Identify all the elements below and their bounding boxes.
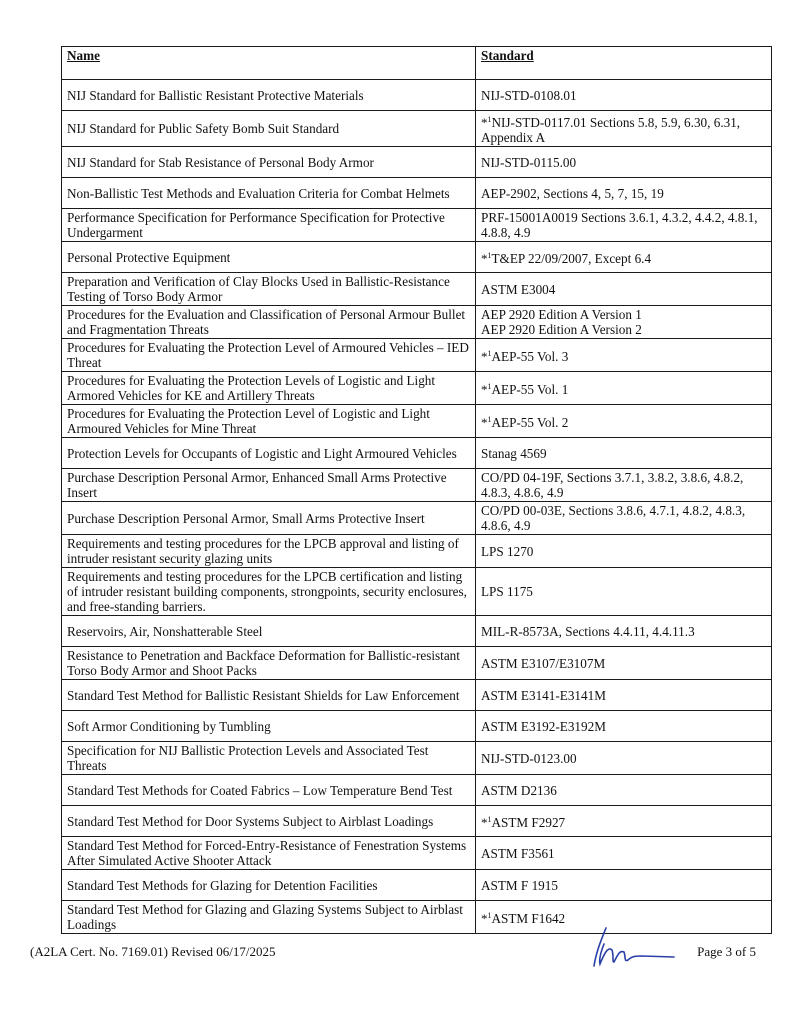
- standard-line: [481, 88, 765, 103]
- cell-standard: [476, 372, 772, 405]
- standard-line: [481, 112, 765, 145]
- table-row: [62, 306, 772, 339]
- standard-line: [481, 783, 765, 798]
- standard-text: AEP 2920 Edition A Version 2: [481, 322, 642, 337]
- table-body: [62, 80, 772, 934]
- cell-name: NIJ Standard for Stab Resistance of Personal Body Armor: [62, 147, 476, 178]
- cell-name: Protection Levels for Occupants of Logistic and Light Armoured Vehicles: [62, 438, 476, 469]
- cell-standard: [476, 80, 772, 111]
- cell-standard: [476, 242, 772, 273]
- cell-standard: [476, 306, 772, 339]
- standard-text: ASTM F1642: [491, 911, 566, 926]
- cell-name: Reservoirs, Air, Nonshatterable Steel: [62, 616, 476, 647]
- cell-name: Standard Test Method for Forced-Entry-Resistance of Fenestration Systems After Simulated Active Shooter Attack: [62, 837, 476, 870]
- standard-text: CO/PD 00-03E, Sections 3.8.6, 4.7.1, 4.8.2, 4.8.3, 4.8.6, 4.9: [481, 503, 746, 533]
- cell-name: Specification for NIJ Ballistic Protection Levels and Associated Test Threats: [62, 742, 476, 775]
- standard-text: AEP-55 Vol. 2: [491, 415, 569, 430]
- cell-name: Preparation and Verification of Clay Blocks Used in Ballistic-Resistance Testing of Torso Body Armor: [62, 273, 476, 306]
- standard-text: ASTM E3004: [481, 281, 556, 297]
- header-standard: Standard: [476, 47, 772, 80]
- standard-text: ASTM E3192-E3192M: [481, 718, 606, 734]
- table-row: [62, 372, 772, 405]
- cell-standard: [476, 711, 772, 742]
- cell-standard: [476, 535, 772, 568]
- cell-standard: [476, 806, 772, 837]
- cell-name: Resistance to Penetration and Backface Deformation for Ballistic-resistant Torso Body Armor and Shoot Packs: [62, 647, 476, 680]
- table-row: [62, 438, 772, 469]
- table-row: [62, 147, 772, 178]
- table-row: [62, 870, 772, 901]
- table-row: [62, 209, 772, 242]
- standard-text: ASTM D2136: [481, 782, 557, 798]
- standard-line: [481, 322, 765, 337]
- table-row: [62, 273, 772, 306]
- cell-standard: [476, 209, 772, 242]
- table-row: [62, 405, 772, 438]
- standard-line: [481, 688, 765, 703]
- page-number: Page 3 of 5: [697, 944, 756, 959]
- standard-line: [481, 379, 765, 397]
- standard-line: [481, 656, 765, 671]
- standard-text: NIJ-STD-0108.01: [481, 87, 577, 103]
- cell-standard: [476, 568, 772, 616]
- standard-line: [481, 186, 765, 201]
- accreditation-mark: *$^1$: [481, 251, 492, 266]
- standard-line: [481, 624, 765, 639]
- cell-name: Standard Test Method for Glazing and Glazing Systems Subject to Airblast Loadings: [62, 901, 476, 934]
- cell-name: Performance Specification for Performance Specification for Protective Undergarment: [62, 209, 476, 242]
- standard-text: ASTM E3141-E3141M: [481, 687, 606, 703]
- cell-standard: [476, 502, 772, 535]
- cell-name: Procedures for the Evaluation and Classification of Personal Armour Bullet and Fragmentation Threats: [62, 306, 476, 339]
- cell-name: Purchase Description Personal Armor, Enhanced Small Arms Protective Insert: [62, 469, 476, 502]
- cell-name: Purchase Description Personal Armor, Small Arms Protective Insert: [62, 502, 476, 535]
- table-row: [62, 837, 772, 870]
- table-row: [62, 178, 772, 209]
- table-row: [62, 111, 772, 147]
- cell-standard: [476, 680, 772, 711]
- cell-standard: [476, 178, 772, 209]
- standard-line: [481, 412, 765, 430]
- table-row: [62, 469, 772, 502]
- standard-text: MIL-R-8573A, Sections 4.4.11, 4.4.11.3: [481, 623, 695, 639]
- signature-stroke: [594, 928, 674, 966]
- cell-standard: [476, 405, 772, 438]
- standard-line: [481, 751, 765, 766]
- standard-line: [481, 470, 765, 500]
- table-row: [62, 535, 772, 568]
- standard-line: [481, 846, 765, 861]
- standard-text: ASTM F3561: [481, 845, 555, 861]
- cell-standard: [476, 742, 772, 775]
- cell-standard: [476, 339, 772, 372]
- standard-text: AEP-55 Vol. 1: [491, 382, 569, 397]
- cell-standard: [476, 469, 772, 502]
- table-row: [62, 339, 772, 372]
- accreditation-mark: *$^1$: [481, 115, 492, 130]
- standard-text: CO/PD 04-19F, Sections 3.7.1, 3.8.2, 3.8.6, 4.8.2, 4.8.3, 4.8.6, 4.9: [481, 470, 744, 500]
- signature-image: [590, 924, 680, 968]
- standard-text: PRF-15001A0019 Sections 3.6.1, 4.3.2, 4.4.2, 4.8.1, 4.8.8, 4.9: [481, 210, 758, 240]
- standard-text: ASTM F2927: [491, 815, 566, 830]
- accreditation-mark: *$^1$: [481, 911, 492, 926]
- accreditation-mark: *$^1$: [481, 815, 492, 830]
- cell-standard: [476, 273, 772, 306]
- table-row: [62, 680, 772, 711]
- cell-name: Procedures for Evaluating the Protection Level of Logistic and Light Armoured Vehicles for Mine Threat: [62, 405, 476, 438]
- standard-line: [481, 346, 765, 364]
- standard-text: LPS 1270: [481, 543, 534, 559]
- cell-name: Requirements and testing procedures for the LPCB certification and listing of intruder resistant building components, strongpoints, security enclosures, and free-standing barriers.: [62, 568, 476, 616]
- cell-name: Standard Test Method for Door Systems Subject to Airblast Loadings: [62, 806, 476, 837]
- standard-line: [481, 282, 765, 297]
- standard-line: [481, 878, 765, 893]
- standard-text: NIJ-STD-0123.00: [481, 750, 577, 766]
- cell-standard: [476, 870, 772, 901]
- table-row: [62, 806, 772, 837]
- table-row: [62, 80, 772, 111]
- standard-line: [481, 210, 765, 240]
- accreditation-mark: *$^1$: [481, 349, 492, 364]
- cell-standard: [476, 438, 772, 469]
- table-row: [62, 568, 772, 616]
- cell-name: Procedures for Evaluating the Protection Levels of Logistic and Light Armored Vehicles for KE and Artillery Threats: [62, 372, 476, 405]
- table-row: [62, 775, 772, 806]
- table-row: [62, 242, 772, 273]
- standard-line: [481, 155, 765, 170]
- cell-name: NIJ Standard for Ballistic Resistant Protective Materials: [62, 80, 476, 111]
- cell-standard: [476, 147, 772, 178]
- table-row: [62, 742, 772, 775]
- standard-text: ASTM E3107/E3107M: [481, 655, 606, 671]
- standard-line: [481, 446, 765, 461]
- standard-line: [481, 248, 765, 266]
- cell-standard: [476, 616, 772, 647]
- standard-text: LPS 1175: [481, 584, 533, 599]
- accreditation-mark: *$^1$: [481, 415, 492, 430]
- standard-line: [481, 719, 765, 734]
- standard-text: ASTM F 1915: [481, 877, 558, 893]
- standards-table: [61, 46, 772, 934]
- table-row: [62, 647, 772, 680]
- cell-standard: [476, 775, 772, 806]
- standard-line: [481, 544, 765, 559]
- cell-name: Standard Test Methods for Coated Fabrics – Low Temperature Bend Test: [62, 775, 476, 806]
- cell-name: Personal Protective Equipment: [62, 242, 476, 273]
- standard-text: T&EP 22/09/2007, Except 6.4: [491, 251, 652, 266]
- accreditation-mark: *$^1$: [481, 382, 492, 397]
- standard-text: NIJ-STD-0117.01 Sections 5.8, 5.9, 6.30, 6.31, Appendix A: [481, 115, 741, 145]
- footer-cert-text: (A2LA Cert. No. 7169.01) Revised 06/17/2025: [30, 944, 276, 959]
- standard-text: AEP 2920 Edition A Version 1: [481, 307, 642, 322]
- standard-text: AEP-2902, Sections 4, 5, 7, 15, 19: [481, 185, 664, 201]
- cell-name: Procedures for Evaluating the Protection Level of Armoured Vehicles – IED Threat: [62, 339, 476, 372]
- standard-text: NIJ-STD-0115.00: [481, 154, 577, 170]
- cell-name: Standard Test Method for Ballistic Resistant Shields for Law Enforcement: [62, 680, 476, 711]
- standard-line: [481, 307, 765, 322]
- standard-text: Stanag 4569: [481, 445, 547, 461]
- standard-text: AEP-55 Vol. 3: [491, 349, 569, 364]
- header-name: Name: [62, 47, 476, 80]
- cell-name: NIJ Standard for Public Safety Bomb Suit Standard: [62, 111, 476, 147]
- cell-standard: [476, 647, 772, 680]
- cell-name: Soft Armor Conditioning by Tumbling: [62, 711, 476, 742]
- cell-name: Non-Ballistic Test Methods and Evaluation Criteria for Combat Helmets: [62, 178, 476, 209]
- cell-standard: [476, 837, 772, 870]
- cell-name: Standard Test Methods for Glazing for Detention Facilities: [62, 870, 476, 901]
- cell-name: Requirements and testing procedures for the LPCB approval and listing of intruder resistant security glazing units: [62, 535, 476, 568]
- cell-standard: [476, 111, 772, 147]
- standard-line: [481, 812, 765, 830]
- table-row: [62, 502, 772, 535]
- table-header-row: [62, 47, 772, 80]
- standard-line: [481, 584, 765, 599]
- table-row: [62, 711, 772, 742]
- table-row: [62, 616, 772, 647]
- standard-line: [481, 503, 765, 533]
